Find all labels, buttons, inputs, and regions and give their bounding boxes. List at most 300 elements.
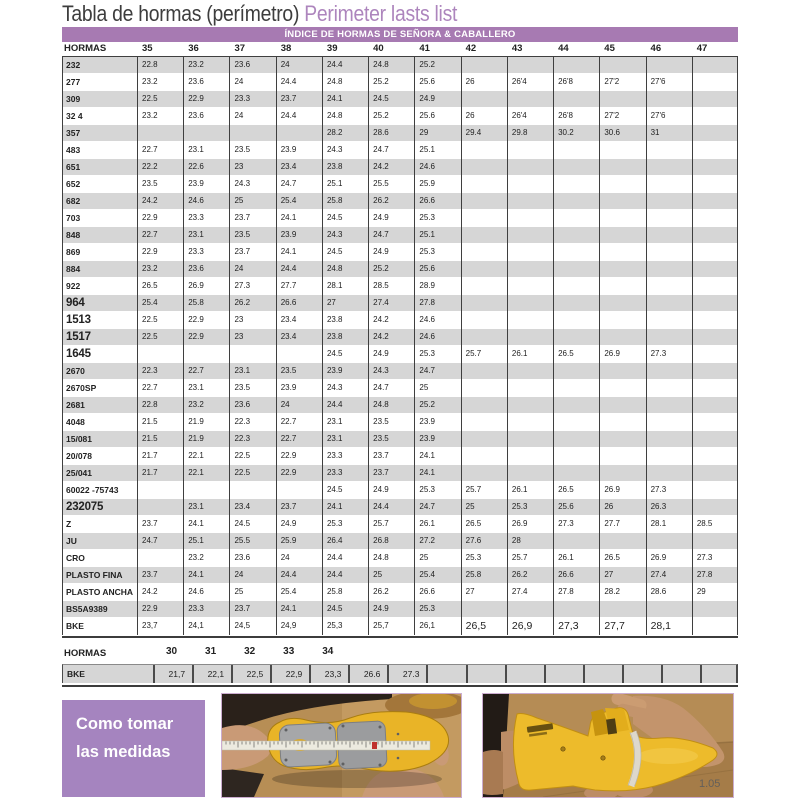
cell: 21.7 (142, 451, 158, 460)
table-row (62, 278, 738, 295)
cell (461, 176, 507, 192)
table-row (62, 193, 738, 210)
cell (507, 159, 553, 175)
cell (507, 397, 553, 413)
cell: 26.3 (650, 502, 667, 511)
cell: 22.7 (280, 417, 297, 426)
cell (646, 176, 692, 192)
cell: 24.6 (419, 332, 435, 341)
cell: 26.2 (511, 570, 528, 579)
cell (661, 665, 700, 683)
cell (507, 261, 553, 277)
cell (692, 108, 738, 124)
row-label: 2681 (66, 400, 85, 410)
cell: 24.1 (188, 570, 204, 579)
cell: 29.8 (511, 128, 528, 137)
cell: 24.7 (142, 536, 158, 545)
cell: 22.5 (234, 468, 251, 477)
cell: 22.7 (280, 434, 297, 443)
cell: 27'6 (650, 111, 666, 120)
grid-line (553, 57, 554, 635)
cell: 23.4 (234, 502, 251, 511)
cell: 23.9 (280, 383, 297, 392)
cell (507, 176, 553, 192)
column-header: 30 (165, 646, 178, 657)
cell: 21.5 (142, 434, 158, 443)
cell: 24.5 (326, 604, 343, 613)
row-label: 32 4 (66, 111, 83, 121)
cell (461, 448, 507, 464)
cell: 24.1 (326, 502, 343, 511)
cell: 25 (465, 502, 475, 511)
cell (553, 431, 599, 447)
cell: 28,1 (650, 620, 672, 632)
cell (646, 244, 692, 260)
cell (646, 601, 692, 617)
cell (461, 193, 507, 209)
table-row (62, 601, 738, 618)
cell (553, 91, 599, 107)
cell: 26.9 (511, 519, 528, 528)
cell: 23.7 (142, 519, 158, 528)
cell: 25.3 (419, 485, 435, 494)
cell: 23.5 (373, 434, 389, 443)
cell (507, 295, 553, 311)
cell: 23.1 (188, 502, 204, 511)
cell: 24,9 (280, 621, 297, 630)
cell (553, 465, 599, 481)
cell: 24.2 (373, 332, 389, 341)
column-header: 34 (322, 646, 334, 657)
cell (692, 125, 738, 141)
cell (461, 91, 507, 107)
cell (646, 295, 692, 311)
cell: 28 (511, 536, 521, 545)
cell: 22.1 (188, 468, 204, 477)
cell: 26 (465, 111, 475, 120)
cell (692, 57, 738, 73)
cell (461, 312, 507, 328)
cell: 26.9 (188, 281, 204, 290)
table-row (62, 380, 738, 397)
caption-text: Como tomar las medidas (76, 715, 174, 761)
cell: 26.2 (373, 196, 389, 205)
caption-box (62, 700, 205, 797)
cell: 23.7 (234, 604, 251, 613)
row-label: 922 (66, 281, 81, 291)
cell (461, 57, 507, 73)
cell (599, 380, 645, 396)
row-label: PLASTO FINA (66, 570, 123, 580)
cell: 22.8 (142, 400, 158, 409)
cell: 26,1 (419, 621, 435, 630)
row-label: 309 (66, 94, 81, 104)
cell: 23.1 (326, 434, 343, 443)
cell: 24 (234, 264, 244, 273)
table-row (62, 363, 738, 380)
cell (692, 329, 738, 345)
table-row (62, 142, 738, 159)
cell (553, 363, 599, 379)
cell: 23.2 (188, 400, 204, 409)
cell: 27.7 (280, 281, 297, 290)
cell: 27.3 (234, 281, 251, 290)
column-header: 36 (188, 43, 199, 54)
grid-line (461, 57, 462, 635)
grid-line (599, 57, 600, 635)
cell: 29.4 (465, 128, 482, 137)
cell: 23.5 (234, 230, 251, 239)
cell: 24.6 (419, 315, 435, 324)
cell (553, 176, 599, 192)
cell: 24.4 (280, 77, 297, 86)
cell (183, 482, 229, 498)
cell: 26.4 (326, 536, 343, 545)
cell (599, 363, 645, 379)
cell: 26.6 (419, 196, 435, 205)
cell: 24.9 (373, 247, 389, 256)
cell: 22.5 (234, 451, 251, 460)
table-row (62, 125, 738, 142)
cell: 24.9 (280, 519, 297, 528)
row-label: JU (66, 536, 77, 546)
cell: 24.5 (326, 485, 343, 494)
cell (544, 665, 583, 683)
cell (553, 159, 599, 175)
cell: 26.6 (280, 298, 297, 307)
cell: 27.3 (650, 349, 667, 358)
cell (507, 448, 553, 464)
cell (692, 448, 738, 464)
cell: 24.4 (280, 111, 297, 120)
cell: 23.3 (188, 604, 204, 613)
cell: 22,9 (270, 665, 309, 683)
small-table-hormas-header: HORMAS (64, 648, 107, 659)
cell: 29 (419, 128, 429, 137)
cell: 23.4 (280, 332, 297, 341)
cell: 23.4 (280, 315, 297, 324)
cell: 26.5 (604, 553, 620, 562)
cell: 22.5 (142, 315, 158, 324)
cell (137, 550, 183, 566)
table-row (62, 91, 738, 108)
cell (692, 499, 738, 515)
cell: 23.5 (280, 366, 297, 375)
grid-line (414, 57, 415, 635)
cell (137, 499, 183, 515)
cell: 24.2 (373, 315, 389, 324)
cell: 24.7 (373, 383, 389, 392)
cell: 24.4 (280, 264, 297, 273)
table-row (62, 176, 738, 193)
cell (553, 397, 599, 413)
row-label: 1517 (66, 331, 91, 343)
cell (507, 142, 553, 158)
table-row (62, 431, 738, 448)
cell: 25.1 (188, 536, 204, 545)
table-row (62, 550, 738, 567)
cell (461, 244, 507, 260)
cell: 24.3 (234, 179, 251, 188)
cell: 21.7 (142, 468, 158, 477)
cell: 24.8 (326, 111, 343, 120)
cell: 22,1 (192, 665, 231, 683)
cell: 27,3 (558, 620, 579, 632)
cell (461, 380, 507, 396)
cell: 25.5 (373, 179, 389, 188)
cell (137, 482, 183, 498)
cell: 25.7 (373, 519, 389, 528)
cell (599, 431, 645, 447)
cell: 23.2 (142, 77, 158, 86)
cell: 24.1 (280, 213, 297, 222)
photo-instep-measurement (482, 693, 734, 798)
row-label: 651 (66, 162, 81, 172)
cell: 23.6 (188, 111, 204, 120)
row-label: 869 (66, 247, 81, 257)
cell: 26,9 (511, 620, 533, 632)
cell (646, 465, 692, 481)
cell: 25 (419, 383, 429, 392)
cell: 24.5 (373, 94, 389, 103)
cell (507, 193, 553, 209)
cell (646, 261, 692, 277)
cell: 24.7 (419, 502, 435, 511)
row-label: 232075 (66, 501, 104, 513)
grid-line (646, 57, 647, 635)
cell (507, 363, 553, 379)
cell: 23.1 (234, 366, 251, 375)
row-label: 483 (66, 145, 81, 155)
cell: 24.9 (373, 485, 389, 494)
cell: 22.3 (234, 434, 251, 443)
cell (692, 227, 738, 243)
column-header: 33 (283, 646, 295, 657)
row-label: 60022 -75743 (66, 485, 119, 495)
cell: 23.3 (326, 451, 343, 460)
cell: 23.7 (280, 94, 297, 103)
cell (137, 125, 183, 141)
shoe-last-side-illustration (483, 694, 733, 797)
cell: 22.9 (142, 247, 158, 256)
cell (692, 380, 738, 396)
table-row (62, 482, 738, 499)
cell (183, 125, 229, 141)
cell: 25.3 (465, 553, 482, 562)
cell: 27.3 (387, 665, 426, 683)
cell (461, 601, 507, 617)
cell: 23.7 (373, 468, 389, 477)
row-label: BKE (66, 621, 84, 631)
cell (507, 278, 553, 294)
cell: 25.8 (188, 298, 204, 307)
cell: 21,7 (153, 665, 192, 683)
cell: 24.4 (280, 570, 297, 579)
cell (183, 346, 229, 362)
column-header: 42 (465, 43, 477, 54)
cell: 24,1 (188, 621, 204, 630)
cell (599, 312, 645, 328)
cell (507, 244, 553, 260)
cell (553, 601, 599, 617)
cell: 23.8 (326, 162, 343, 171)
cell: 25 (234, 587, 244, 596)
cell (646, 380, 692, 396)
main-table-header (62, 42, 738, 56)
cell: 23.9 (326, 366, 343, 375)
cell (553, 448, 599, 464)
cell (692, 142, 738, 158)
cell: 25.4 (280, 196, 297, 205)
cell (229, 346, 275, 362)
cell: 26.5 (142, 281, 158, 290)
cell: 25.8 (465, 570, 482, 579)
cell: 28.1 (326, 281, 343, 290)
row-label: BKE (67, 669, 85, 679)
cell: 30.2 (558, 128, 574, 137)
cell: 24.8 (373, 553, 389, 562)
cell (553, 312, 599, 328)
cell: 25.4 (280, 587, 297, 596)
cell (692, 431, 738, 447)
cell: 26'8 (558, 77, 573, 86)
row-label: Z (66, 519, 72, 529)
column-header: 41 (419, 43, 430, 54)
cell: 24.6 (419, 162, 435, 171)
cell: 25.8 (326, 196, 343, 205)
cell: 27.3 (558, 519, 574, 528)
cell: 23.2 (142, 264, 158, 273)
cell (553, 261, 599, 277)
cell: 22.7 (142, 145, 158, 154)
cell: 25.9 (419, 179, 435, 188)
cell: 26 (465, 77, 475, 86)
table-row (62, 516, 738, 533)
photo-watermark: 1.05 (699, 778, 721, 790)
grid-line (322, 57, 323, 635)
cell (507, 227, 553, 243)
cell (692, 618, 738, 634)
cell (137, 346, 183, 362)
cell: 25.2 (373, 264, 389, 273)
cell: 23.2 (142, 111, 158, 120)
row-label: PLASTO ANCHA (66, 587, 134, 597)
cell: 21.9 (188, 434, 204, 443)
table-row (62, 74, 738, 91)
cell (461, 329, 507, 345)
cell: 25.7 (511, 553, 528, 562)
column-header: 37 (234, 43, 246, 54)
cell: 24.3 (326, 383, 343, 392)
cell: 25 (373, 570, 383, 579)
table-row (62, 584, 738, 601)
table-row (62, 397, 738, 414)
cell: 26.6 (419, 587, 435, 596)
cell: 23,7 (142, 621, 158, 630)
cell (461, 397, 507, 413)
grid-line (737, 57, 738, 635)
column-header: 32 (244, 646, 256, 657)
cell: 23.2 (188, 60, 204, 69)
cell: 24 (234, 77, 244, 86)
cell: 23.7 (142, 570, 158, 579)
cell: 22.9 (188, 94, 204, 103)
cell (692, 193, 738, 209)
cell: 24.7 (373, 145, 389, 154)
cell (692, 176, 738, 192)
cell: 23.5 (234, 383, 251, 392)
cell (461, 363, 507, 379)
cell (599, 159, 645, 175)
cell: 27.2 (419, 536, 435, 545)
cell: 27 (326, 298, 336, 307)
cell (692, 210, 738, 226)
column-header: 44 (558, 43, 569, 54)
cell: 24.1 (419, 468, 435, 477)
cell: 23.9 (419, 434, 435, 443)
row-label: 848 (66, 230, 81, 240)
cell (599, 448, 645, 464)
table-row (62, 567, 738, 584)
cell: 24.4 (326, 400, 343, 409)
column-header: 39 (326, 43, 338, 54)
cell: 25.3 (511, 502, 528, 511)
cell (599, 142, 645, 158)
cell: 22.8 (142, 60, 158, 69)
cell (461, 261, 507, 277)
row-label: 277 (66, 77, 81, 87)
shoe-last-sole-illustration (222, 694, 461, 797)
cell: 25.5 (234, 536, 251, 545)
cell (646, 57, 692, 73)
cell (646, 193, 692, 209)
cell: 25.3 (419, 604, 435, 613)
cell: 23.8 (326, 332, 343, 341)
cell (622, 665, 661, 683)
cell: 25.3 (419, 349, 435, 358)
cell (599, 397, 645, 413)
cell (646, 533, 692, 549)
cell (599, 91, 645, 107)
cell: 24.1 (419, 451, 435, 460)
row-label: 2670 (66, 366, 85, 376)
cell: 25.1 (326, 179, 343, 188)
row-label: 1513 (66, 314, 91, 326)
cell: 24.5 (234, 519, 251, 528)
cell (426, 665, 465, 683)
cell: 28.9 (419, 281, 435, 290)
cell: 24.3 (326, 145, 343, 154)
cell (646, 227, 692, 243)
cell: 23.6 (188, 264, 204, 273)
cell (553, 533, 599, 549)
cell (461, 414, 507, 430)
cell: 27.8 (419, 298, 435, 307)
column-header: 47 (696, 43, 708, 54)
grid-line (229, 57, 230, 635)
cell (461, 210, 507, 226)
row-label: 232 (66, 60, 81, 70)
cell: 28.2 (326, 128, 343, 137)
cell (276, 482, 322, 498)
cell: 25.6 (419, 264, 435, 273)
table-row (62, 329, 738, 346)
cell: 22.6 (188, 162, 204, 171)
cell: 24.1 (280, 247, 297, 256)
cell: 22.7 (142, 383, 158, 392)
cell (507, 380, 553, 396)
cell: 25.7 (465, 349, 482, 358)
